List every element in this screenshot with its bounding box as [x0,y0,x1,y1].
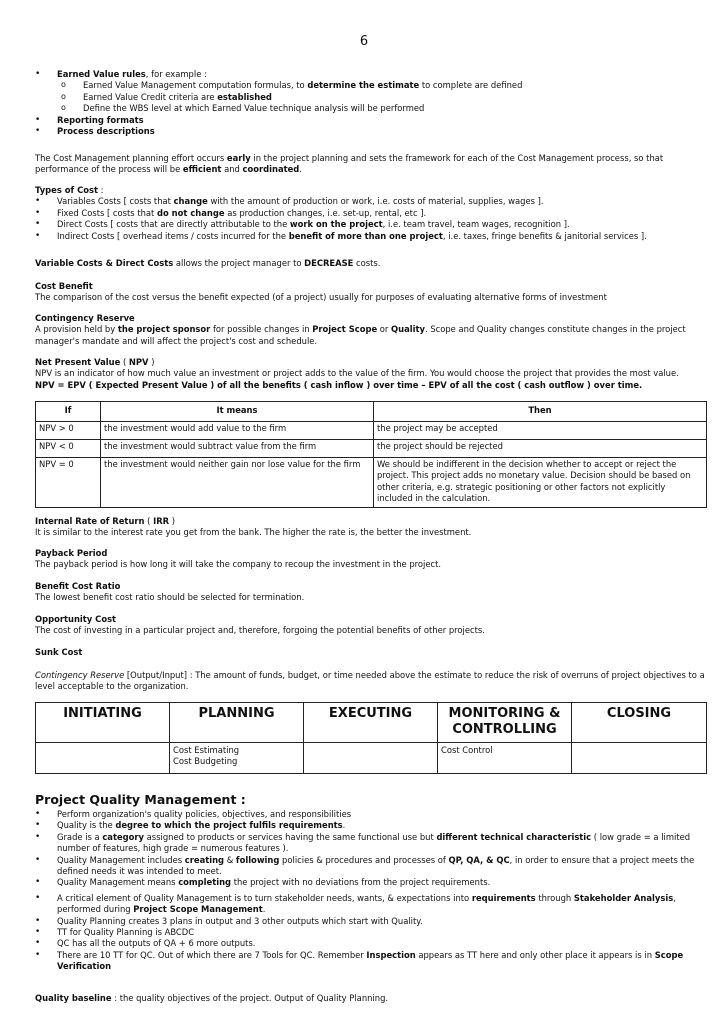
text-run: ( [144,516,154,526]
bold-text: early [226,153,251,163]
text-run: : [97,185,104,195]
bold-text: Quality baseline [35,993,112,1003]
process-item: Cost Budgeting [173,756,238,767]
contingency-text [35,324,705,347]
table-row [36,743,707,774]
quality-section [35,809,705,973]
text-run: or [377,324,392,335]
cost-benefit-title: Cost Benefit [35,281,93,291]
table-cell: the investment would neither gain nor lose value for the firm [101,458,374,508]
list-item [35,855,705,878]
header-if: If [36,402,101,422]
irr-section [35,516,705,539]
text-run: ( [120,357,129,367]
bold-text: Project Scope [312,324,378,335]
bold-text: Net Present Value [35,357,121,367]
bold-text: determine the estimate [307,80,420,91]
list-item [35,196,705,207]
bcr-section [35,581,705,604]
earned-value-section [35,69,705,137]
text-run: , i.e. team travel, team wages, recognition ]. [382,219,570,230]
bold-text: coordinated [242,164,300,175]
list-item [35,208,705,219]
header-closing: CLOSING [572,703,707,743]
text-run: Define the WBS level at which Earned Value technique analysis will be performed [83,103,425,114]
list-item [35,219,705,230]
text-run: costs. [353,258,381,268]
header-then: Then [374,402,707,422]
table-cell: We should be indifferent in the decision whether to accept or reject the project. This project adds no monetary value. Decision should be based on other criteria, e.g. strategic positioning or other factors not explicitly included in the calculation. [374,458,707,508]
text-run: Quality is the [57,820,116,831]
list-item [35,809,705,820]
bold-text: Stakeholder Analysis [573,892,674,903]
text-run: The Cost Management planning effort occurs [35,153,227,163]
text-run: Direct Costs [ costs that are directly attributable to the [57,219,290,230]
quality-management-title: Project Quality Management : [35,792,246,807]
sub-list-item [35,80,705,91]
sub-list-item [35,92,705,103]
table-header-row [36,402,707,422]
list-item [35,231,705,242]
contingency-def-term: Contingency Reserve [35,670,125,680]
text-run: Quality Planning creates 3 plans in output and 3 other outputs which start with Quality. [57,915,423,926]
table-cell [170,743,304,774]
header-initiating: INITIATING [36,703,170,743]
header-executing: EXECUTING [304,703,438,743]
sunk-title: Sunk Cost [35,647,83,657]
bold-text: DECREASE [304,258,354,268]
process-item: Cost Estimating [173,745,240,755]
irr-title [35,516,705,527]
text-run: QC has all the outputs of QA + 6 more outputs. [57,938,256,949]
table-cell: the project may be accepted [374,422,707,440]
bold-text: Types of Cost [35,185,98,195]
bold-text: Internal Rate of Return [35,516,145,526]
text-run: Earned Value Credit criteria are [83,91,218,102]
process-item: Cost Control [441,745,493,755]
list-item [35,938,705,949]
table-cell: NPV = 0 [36,458,101,508]
header-planning: PLANNING [170,703,304,743]
text-run: Quality Management means [57,877,179,888]
contingency-title: Contingency Reserve [35,313,135,323]
bold-text: IRR [153,516,170,526]
npv-text: NPV is an indicator of how much value an investment or project adds to the value of the firm. You would choose the project that provides the most value. [35,368,679,379]
list-item [35,893,705,916]
text-run: policies & procedures and processes of [279,854,449,865]
table-cell: the project should be rejected [374,440,707,458]
text-run: appears as TT here and only other place it appears is in [415,949,655,960]
table-row [36,458,707,508]
list-item [35,927,705,938]
npv-title [35,357,705,368]
process-group-table [35,702,707,774]
text-run: . [342,820,346,831]
text-run: the project with no deviations from the project requirements. [231,877,491,888]
bold-text: category [102,831,144,842]
table-cell [304,743,438,774]
table-cell [438,743,572,774]
text-run: assigned to products or services having the same functional use but [143,831,437,842]
text-run: with the amount of production or work, i.e. costs of material, supplies, wages ]. [207,196,544,207]
list-item [35,832,705,855]
types-of-cost-section [35,185,705,242]
cost-benefit-section [35,281,705,304]
contingency-section [35,313,705,347]
table-cell: NPV < 0 [36,440,101,458]
text-run: ( low grade = a limited number of features, high grade = numerous features ). [57,831,691,854]
npv-table [35,401,707,508]
bold-text: efficient [182,164,222,175]
bold-text: different technical characteristic [436,831,592,842]
list-item [35,916,705,927]
bold-text: Process descriptions [57,126,155,137]
planning-paragraph [35,153,705,176]
table-cell [572,743,707,774]
text-run: ) [169,516,176,526]
header-it-means: It means [101,402,374,422]
page-number: 6 [359,34,369,49]
bold-text: degree to which the project fulfils requirements [115,820,343,831]
bold-text: requirements [471,892,536,903]
text-run: as production changes, i.e. set-up, rental, etc ]. [224,207,427,218]
bold-text: change [173,196,208,207]
payback-title: Payback Period [35,548,108,558]
text-run: Indirect Costs [ overhead items / costs incurred for the [57,230,289,241]
text-run: and [221,164,243,175]
text-run: to complete are defined [419,80,523,91]
text-run: A critical element of Quality Management is to turn stakeholder needs, wants, & expectations into [57,892,472,903]
table-row [36,422,707,440]
contingency-def-text: [Output/Input] : The amount of funds, budget, or time needed above the estimate to reduce the risk of overruns of project objectives to a level acceptable to the organization. [35,670,705,692]
text-run: . [262,904,266,915]
npv-section [35,357,705,391]
opportunity-section [35,614,705,637]
list-item [35,877,705,888]
text-run: TT for Quality Planning is ABCDC [57,927,195,938]
payback-text: The payback period is how long it will take the company to recoup the investment in the project. [35,559,442,570]
text-run: allows the project manager to [173,258,305,268]
opportunity-text: The cost of investing in a particular project and, therefore, forgoing the potential benefits of other projects. [35,625,485,636]
opportunity-title: Opportunity Cost [35,614,117,624]
text-run: through [535,892,574,903]
text-run: , in order to ensure that a project meets the defined needs it was intended to meet. [57,854,695,877]
text-run: : the quality objectives of the project. Output of Quality Planning. [111,993,389,1003]
text-run: Fixed Costs [ costs that [57,207,158,218]
sunk-section [35,647,705,658]
list-item [35,69,705,115]
cost-benefit-text: The comparison of the cost versus the benefit expected (of a project) usually for purposes of evaluating alternative forms of investment [35,292,607,303]
table-row [36,440,707,458]
bold-text: Inspection [366,949,416,960]
npv-formula: NPV = EPV ( Expected Present Value ) of all the benefits ( cash inflow ) over time – EPV of all the cost ( cash outflow ) over time. [35,379,643,390]
irr-text: It is similar to the interest rate you get from the bank. The higher the rate is, the better the investment. [35,527,472,538]
text-run: . [299,164,302,175]
header-monitoring-controlling: MONITORING & CONTROLLING [438,703,572,743]
bold-text: Earned Value rules [57,69,146,79]
bold-text: the project sponsor [117,324,211,335]
table-cell [36,743,170,774]
bold-text: following [235,854,280,865]
text-run: & [224,854,236,865]
text-run: A provision held by [35,324,118,335]
bold-text: established [217,91,272,102]
table-header-row [36,703,707,743]
text-run: , i.e. taxes, fringe benefits & janitorial services ]. [442,230,647,241]
text-run: Earned Value Management computation formulas, to [83,80,308,91]
bold-text: Scope Verification [57,949,684,972]
list-item [35,820,705,831]
text-run: There are 10 TT for QC. Out of which there are 7 Tools for QC. Remember [57,949,367,960]
text-run: . Scope and Quality changes constitute changes in the project manager's mandate and will affect the project's cost and schedule. [35,324,686,346]
bold-text: QP, QA, & QC [448,854,510,865]
text-run: for possible changes in [210,324,313,335]
bold-text: NPV [128,357,149,367]
bcr-title: Benefit Cost Ratio [35,581,121,591]
bold-text: benefit of more than one project [288,230,443,241]
table-cell: the investment would add value to the firm [101,422,374,440]
variable-direct-paragraph [35,258,705,269]
text-run: , for example : [145,69,207,79]
bold-text: Variable Costs & Direct Costs [35,258,174,268]
quality-baseline [35,993,705,1004]
table-cell: the investment would subtract value from the firm [101,440,374,458]
text-run: , performed during [57,892,676,915]
text-run: Perform organization's quality policies, objectives, and responsibilities [57,809,352,819]
bold-text: completing [178,877,232,888]
types-heading [35,185,705,196]
list-item [35,115,705,126]
table-cell: NPV > 0 [36,422,101,440]
bold-text: work on the project [289,219,383,230]
text-run: Quality Management includes [57,854,185,865]
contingency-definition [35,670,705,693]
sub-list-item [35,103,705,114]
text-run: in the project planning and sets the framework for each of the Cost Management process, so that performance of the process will be [35,153,664,175]
bold-text: Reporting formats [57,114,144,125]
payback-section [35,548,705,571]
bold-text: Project Scope Management [133,904,263,915]
text-run: ) [148,357,155,367]
bcr-text: The lowest benefit cost ratio should be selected for termination. [35,592,305,603]
bold-text: do not change [157,207,225,218]
list-item [35,950,705,973]
bold-text: Quality [391,324,425,335]
text-run: Grade is a [57,831,103,842]
bold-text: creating [184,854,225,865]
text-run: Variables Costs [ costs that [57,196,174,207]
list-item [35,126,705,137]
